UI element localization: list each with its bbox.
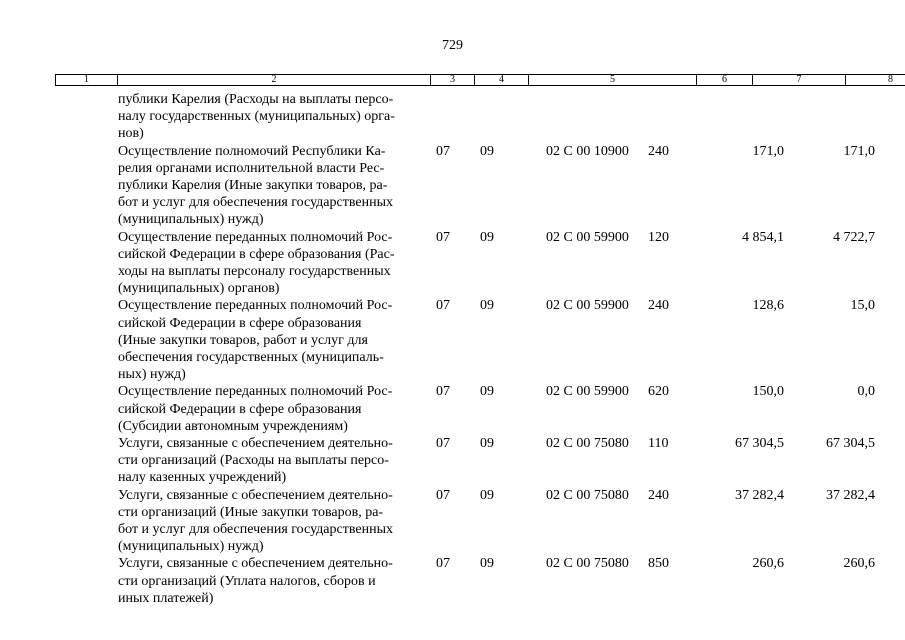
row-target-code: 02 С 00 75080 xyxy=(546,435,629,451)
row-description: Осуществление полномочий Республики Ка- релия органами исполнительной власти Рес- публики Карелия (Иные закупки товаров, ра- бот и услуг для обеспечения государственных (муниципальных) нужд) xyxy=(118,143,393,228)
table-row xyxy=(0,229,905,298)
row-expense-type: 850 xyxy=(648,556,669,572)
table-body xyxy=(0,91,905,607)
row-value-2: 4 722,7 xyxy=(833,229,875,245)
row-subsection: 09 xyxy=(480,229,494,245)
row-target-code: 02 С 00 59900 xyxy=(546,298,629,314)
table-row xyxy=(0,487,905,556)
row-value-2: 37 282,4 xyxy=(826,487,875,503)
row-subsection: 09 xyxy=(480,435,494,451)
table-row xyxy=(0,555,905,607)
header-col-2: 2 xyxy=(117,75,430,85)
row-value-2: 171,0 xyxy=(843,143,875,159)
row-section: 07 xyxy=(436,143,450,159)
row-value-2: 0,0 xyxy=(857,384,875,400)
row-description: публики Карелия (Расходы на выплаты персо- налу государственных (муниципальных) орга- нов) xyxy=(118,92,395,142)
header-col-5: 5 xyxy=(528,75,696,85)
row-value-2: 260,6 xyxy=(843,556,875,572)
table-row xyxy=(0,297,905,383)
row-description: Услуги, связанные с обеспечением деятельно- сти организаций (Уплата налогов, сборов и иных платежей) xyxy=(118,556,393,606)
row-expense-type: 120 xyxy=(648,229,669,245)
page-number: 729 xyxy=(442,38,463,53)
table-row xyxy=(0,383,905,435)
row-section: 07 xyxy=(436,298,450,314)
row-value-1: 260,6 xyxy=(752,556,784,572)
header-col-6: 6 xyxy=(696,75,752,85)
row-target-code: 02 С 00 75080 xyxy=(546,487,629,503)
row-expense-type: 240 xyxy=(648,487,669,503)
row-target-code: 02 С 00 59900 xyxy=(546,229,629,245)
row-description: Осуществление переданных полномочий Рос- сийской Федерации в сфере образования (Субсидии автономным учреждениям) xyxy=(118,384,393,434)
row-value-1: 37 282,4 xyxy=(735,487,784,503)
row-subsection: 09 xyxy=(480,384,494,400)
row-section: 07 xyxy=(436,487,450,503)
row-expense-type: 110 xyxy=(648,435,669,451)
table-row xyxy=(0,91,905,143)
row-expense-type: 620 xyxy=(648,384,669,400)
header-col-4: 4 xyxy=(474,75,528,85)
row-value-2: 15,0 xyxy=(850,298,875,314)
row-subsection: 09 xyxy=(480,143,494,159)
row-section: 07 xyxy=(436,229,450,245)
row-description: Осуществление переданных полномочий Рос- сийской Федерации в сфере образования (Рас- ходы на выплаты персоналу государственных (муниципальных) органов) xyxy=(118,229,395,297)
row-subsection: 09 xyxy=(480,487,494,503)
row-value-1: 4 854,1 xyxy=(742,229,784,245)
row-section: 07 xyxy=(436,384,450,400)
row-subsection: 09 xyxy=(480,556,494,572)
header-col-8: 8 xyxy=(845,75,905,85)
header-col-7: 7 xyxy=(752,75,845,85)
row-target-code: 02 С 00 10900 xyxy=(546,143,629,159)
row-value-1: 67 304,5 xyxy=(735,435,784,451)
header-col-3: 3 xyxy=(430,75,474,85)
row-description: Услуги, связанные с обеспечением деятельно- сти организаций (Расходы на выплаты персо- налу казенных учреждений) xyxy=(118,435,393,486)
row-target-code: 02 С 00 59900 xyxy=(546,384,629,400)
row-description: Осуществление переданных полномочий Рос- сийской Федерации в сфере образования (Иные закупки товаров, работ и услуг для обеспечения государственных (муниципаль- ных) нужд) xyxy=(118,298,393,383)
row-value-2: 67 304,5 xyxy=(826,435,875,451)
row-target-code: 02 С 00 75080 xyxy=(546,556,629,572)
table-row xyxy=(0,435,905,487)
row-description: Услуги, связанные с обеспечением деятельно- сти организаций (Иные закупки товаров, ра- бот и услуг для обеспечения государственных (муниципальных) нужд) xyxy=(118,487,393,555)
row-expense-type: 240 xyxy=(648,143,669,159)
row-section: 07 xyxy=(436,556,450,572)
row-expense-type: 240 xyxy=(648,298,669,314)
table-row xyxy=(0,143,905,229)
row-value-1: 171,0 xyxy=(752,143,784,159)
row-subsection: 09 xyxy=(480,298,494,314)
row-value-1: 128,6 xyxy=(752,298,784,314)
row-value-1: 150,0 xyxy=(752,384,784,400)
header-col-1: 1 xyxy=(84,74,89,85)
table-header-row xyxy=(55,74,905,86)
row-section: 07 xyxy=(436,435,450,451)
